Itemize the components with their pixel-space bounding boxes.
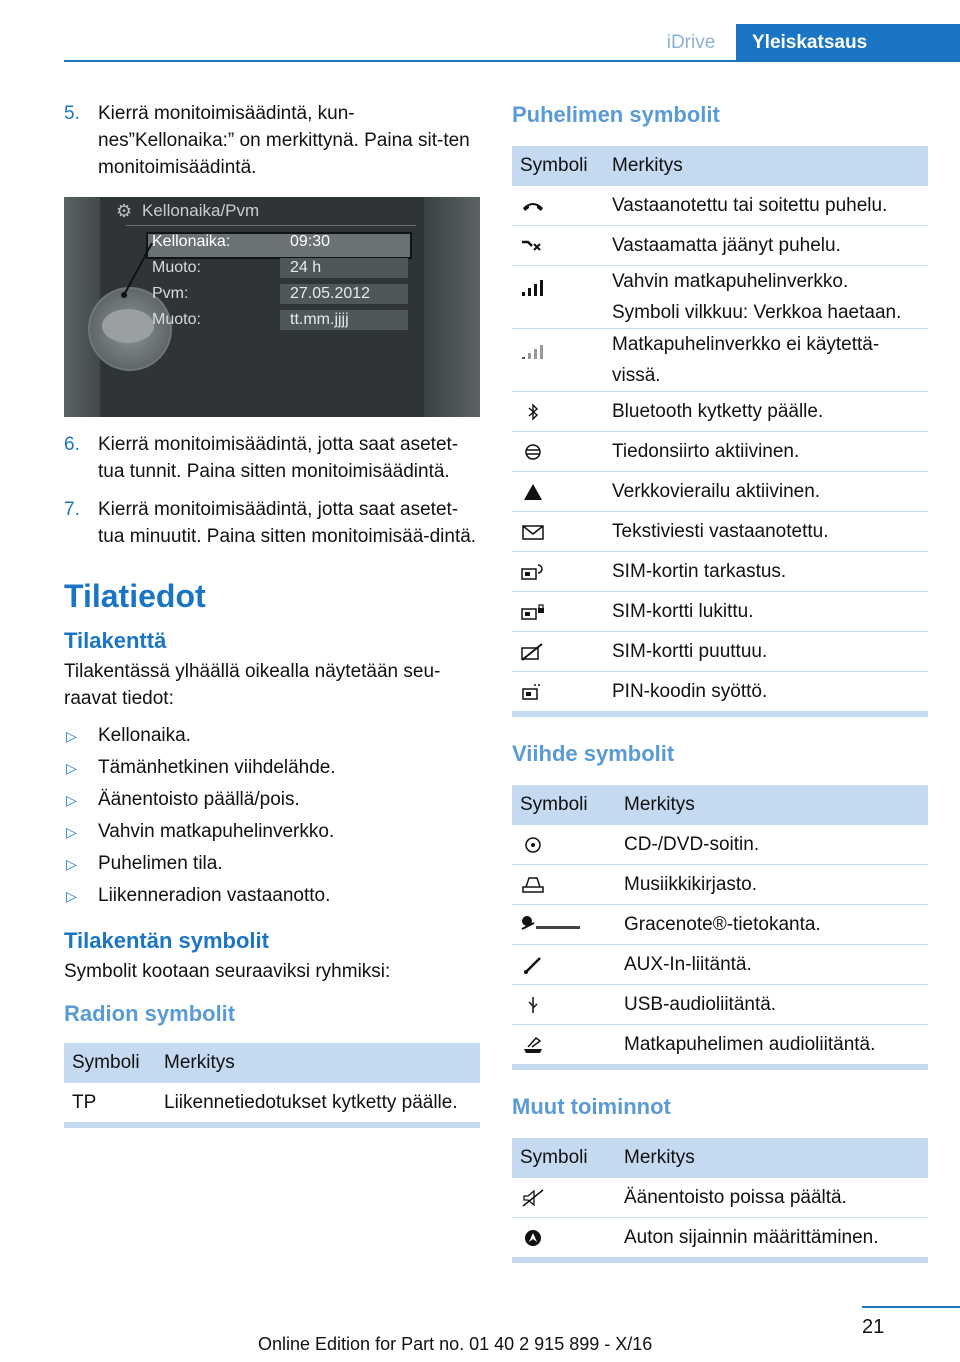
table-row: CD-/DVD-soitin. [512, 825, 928, 865]
screen-row-label: Pvm: [152, 285, 189, 302]
header-section: iDrive [666, 32, 716, 53]
table-row: Vastaanotettu tai soitettu puhelu. [512, 186, 928, 226]
column-header: Symboli [512, 785, 616, 825]
header-rule [64, 60, 960, 62]
intro-text: Tilakentässä ylhäällä oikealla näytetään seu-raavat tiedot: [64, 661, 441, 709]
column-header: Merkitys [616, 1138, 928, 1178]
column-header: Merkitys [616, 785, 928, 825]
sim-missing-icon [520, 642, 546, 662]
column-header: Merkitys [156, 1043, 480, 1083]
handset-icon [520, 196, 546, 216]
subsection-title: Tilakenttä [64, 628, 167, 653]
list-item: ▷ Äänentoisto päällä/pois. [66, 789, 300, 810]
table-row: SIM-kortti puuttuu. [512, 632, 928, 672]
screen-row-value: 27.05.2012 [290, 285, 371, 302]
screen-row-label: Muoto: [152, 259, 201, 276]
table-row: Tiedonsiirto aktiivinen. [512, 432, 928, 472]
page-number: 21 [862, 1316, 885, 1338]
screen-row-value: tt.mm.jjjj [290, 311, 349, 328]
table-row: Tekstiviesti vastaanotettu. [512, 512, 928, 552]
footer-rule [862, 1306, 960, 1308]
table-row: Vahvin matkapuhelinverkko. Symboli vilkkuu: Verkkoa haetaan. [512, 266, 928, 329]
table-row: Verkkovierailu aktiivinen. [512, 472, 928, 512]
table-row: TP Liikennetiedotukset kytketty päälle. [64, 1083, 480, 1123]
table-row: AUX-In-liitäntä. [512, 945, 928, 985]
radio-table [64, 1043, 480, 1123]
groups-intro: Symbolit kootaan seuraaviksi ryhmiksi: [64, 961, 391, 982]
signal-strong-icon [520, 278, 546, 298]
aux-plug-icon [520, 955, 546, 975]
phone-table [512, 146, 928, 712]
subsection-title: Tilakentän symbolit [64, 928, 269, 953]
sms-icon [520, 522, 546, 542]
entertainment-title: Viihde symbolit [512, 741, 675, 766]
step-number: 7. [64, 499, 80, 520]
pointer-line [64, 197, 480, 417]
usb-icon [520, 995, 546, 1015]
entertainment-table [512, 785, 928, 1065]
screen-row-value: 09:30 [290, 233, 331, 250]
table-row: USB-audioliitäntä. [512, 985, 928, 1025]
screen-row-value: 24 h [290, 259, 322, 276]
roaming-icon [520, 482, 546, 502]
step-5 [64, 100, 480, 181]
table-row: Gracenote®-tietokanta. [512, 905, 928, 945]
music-library-icon [520, 875, 546, 895]
other-table [512, 1138, 928, 1258]
sim-check-icon [520, 562, 546, 582]
status-list [64, 720, 480, 912]
step-6 [64, 431, 480, 485]
column-header: Symboli [512, 146, 604, 186]
missed-call-icon [520, 236, 546, 256]
table-row: Matkapuhelimen audioliitäntä. [512, 1025, 928, 1065]
other-title: Muut toiminnot [512, 1094, 671, 1119]
gracenote-icon [520, 915, 584, 935]
step-number: 5. [64, 103, 80, 124]
table-row: Vastaamatta jäänyt puhelu. [512, 226, 928, 266]
disc-icon [520, 835, 546, 855]
list-item: ▷ Tämänhetkinen viihdelähde. [66, 757, 336, 778]
column-header: Merkitys [604, 146, 928, 186]
column-header: Symboli [64, 1043, 156, 1083]
list-item: ▷ Kellonaika. [66, 725, 191, 746]
screen-row-label: Muoto: [152, 311, 201, 328]
list-item: ▷ Vahvin matkapuhelinverkko. [66, 821, 335, 842]
step-text: Kierrä monitoimisäädintä, jotta saat asetet-tua tunnit. Paina sitten monitoimisäädintä. [98, 434, 459, 482]
table-row: Musiikkikirjasto. [512, 865, 928, 905]
pin-entry-icon [520, 682, 546, 702]
list-item: ▷ Liikenneradion vastaanotto. [66, 885, 331, 906]
sim-locked-icon [520, 602, 546, 622]
right-column [512, 100, 928, 1263]
table-row: Auton sijainnin määrittäminen. [512, 1218, 928, 1258]
table-row: SIM-kortti lukittu. [512, 592, 928, 632]
step-text: Kierrä monitoimisäädintä, kun-nes”Kellonaika:” on merkittynä. Paina sit-ten monitoimisäädintä. [98, 103, 470, 178]
signal-none-icon [520, 341, 546, 361]
step-number: 6. [64, 434, 80, 455]
phone-title: Puhelimen symbolit [512, 102, 720, 127]
location-icon [520, 1228, 546, 1248]
phone-audio-icon [520, 1035, 546, 1055]
table-row: Äänentoisto poissa päältä. [512, 1178, 928, 1218]
screen-row-label: Kellonaika: [152, 233, 231, 250]
step-7 [64, 496, 480, 550]
idrive-screenshot [64, 197, 480, 417]
bluetooth-icon [520, 402, 546, 422]
mute-icon [520, 1188, 546, 1208]
screen-title: Kellonaika/Pvm [142, 201, 260, 220]
edition-text: Online Edition for Part no. 01 40 2 915 899 - X/16 [258, 1334, 653, 1354]
left-column [64, 100, 480, 1128]
section-title: Tilatiedot [64, 578, 206, 614]
radio-title: Radion symbolit [64, 1001, 236, 1026]
header-tab: Yleiskatsaus [736, 24, 960, 62]
column-header: Symboli [512, 1138, 616, 1178]
table-row: Bluetooth kytketty päälle. [512, 392, 928, 432]
table-row: PIN-koodin syöttö. [512, 672, 928, 712]
list-item: ▷ Puhelimen tila. [66, 853, 223, 874]
table-row: Matkapuhelinverkko ei käytettä-vissä. [512, 329, 928, 392]
data-transfer-icon [520, 442, 546, 462]
gear-icon: ⚙ [116, 201, 133, 221]
table-row: SIM-kortin tarkastus. [512, 552, 928, 592]
step-text: Kierrä monitoimisäädintä, jotta saat asetet-tua minuutit. Paina sitten monitoimisää-dintä. [98, 499, 477, 547]
